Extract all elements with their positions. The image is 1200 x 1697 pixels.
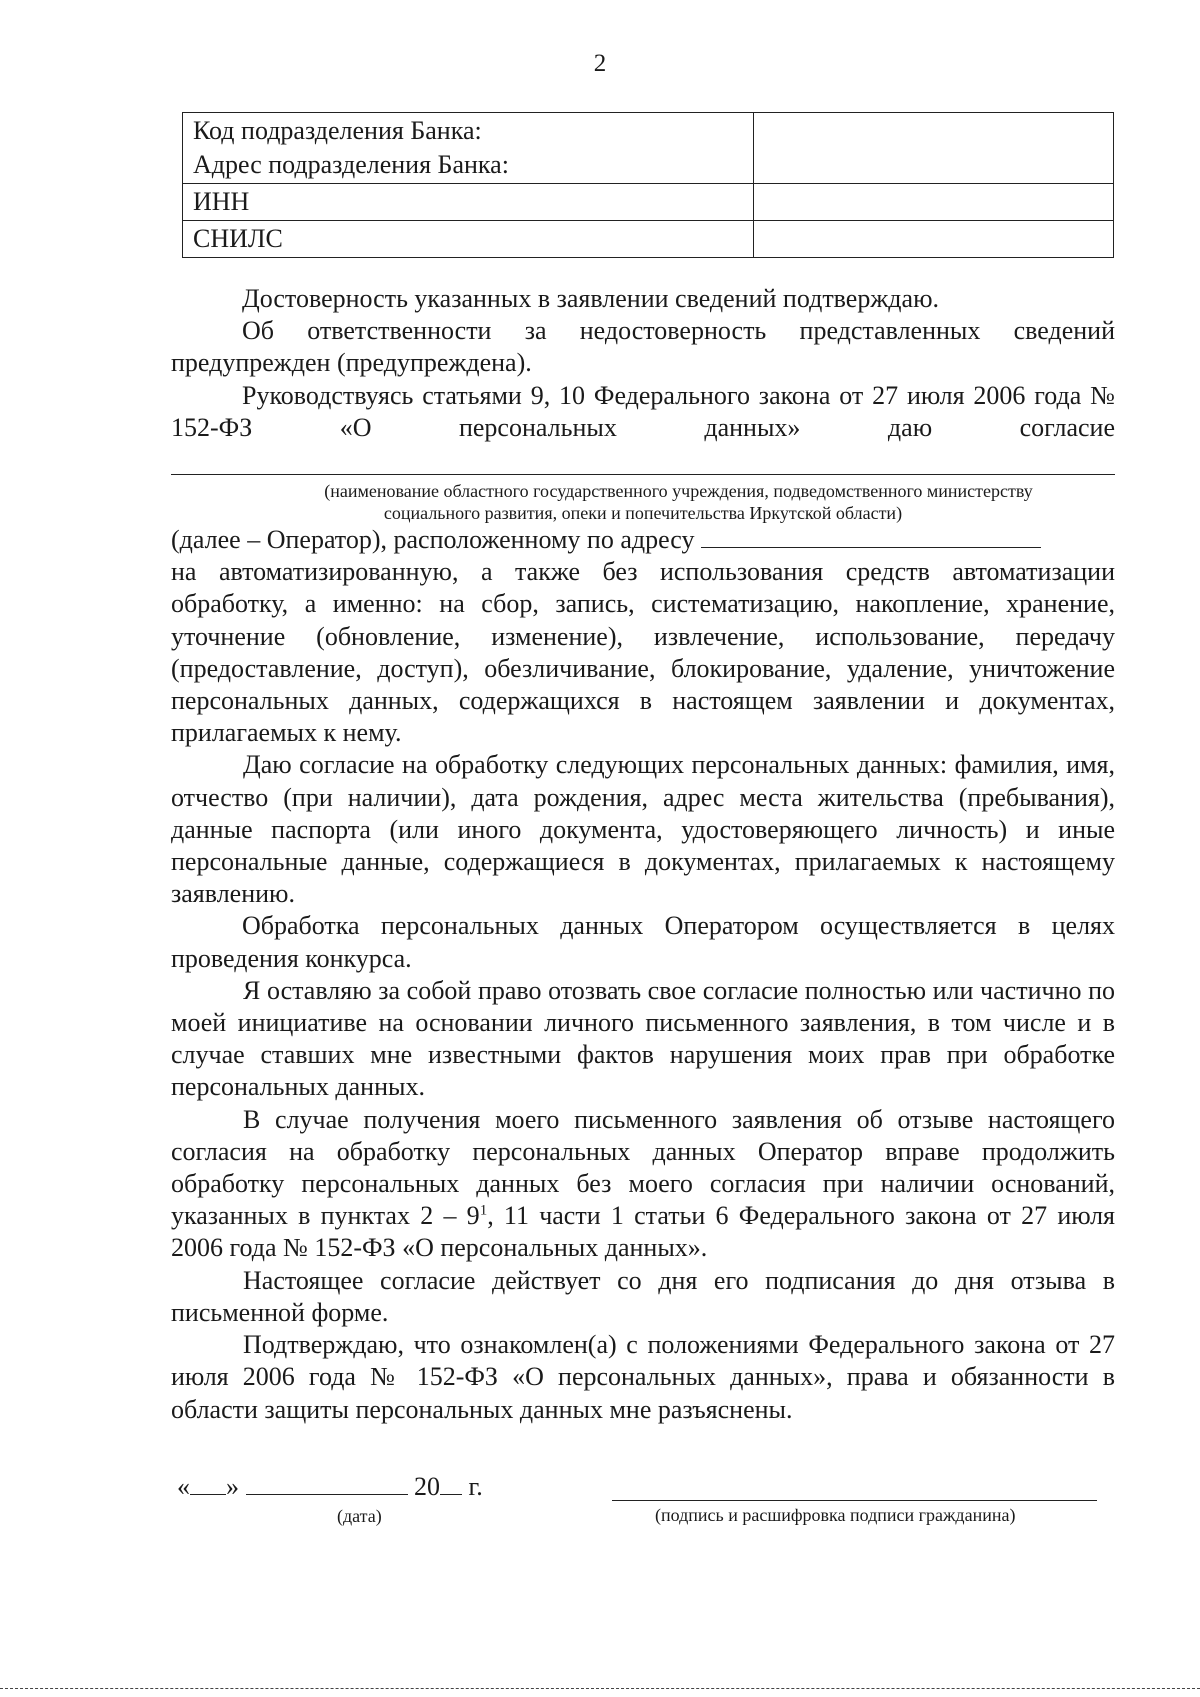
date-open-quote: « bbox=[177, 1472, 190, 1501]
paragraph-responsibility: Об ответственности за недостоверность представленных сведений предупрежден (предупреждена). bbox=[171, 316, 1115, 378]
paragraph-validity: Настоящее согласие действует со дня его подписания до дня отзыва в письменной форме. bbox=[171, 1265, 1115, 1327]
bank-info-table bbox=[182, 112, 1114, 258]
bank-address-label: Адрес подразделения Банка: bbox=[193, 150, 509, 179]
withdraw-text-part-2: , 11 части 1 статьи 6 Федерального закона от 27 июля 2006 года № 152-ФЗ «О персональных данных». bbox=[171, 1201, 1115, 1263]
inn-value-cell[interactable] bbox=[754, 184, 1114, 221]
signature-caption: (подпись и расшифровка подписи гражданина) bbox=[655, 1505, 1016, 1525]
table-row bbox=[183, 113, 1114, 184]
table-row bbox=[183, 221, 1114, 258]
snils-label: СНИЛС bbox=[183, 221, 754, 258]
paragraph-law-reference: Руководствуясь статьями 9, 10 Федерального закона от 27 июля 2006 года № 152-ФЗ «О персональных данных» даю согласие bbox=[171, 380, 1115, 442]
bank-code-label: Код подразделения Банка: bbox=[193, 116, 482, 145]
consent-body bbox=[171, 283, 1115, 1426]
operator-address-text: (далее – Оператор), расположенному по адресу bbox=[171, 525, 695, 555]
signature-row bbox=[177, 1472, 1122, 1532]
inn-label: ИНН bbox=[183, 184, 754, 221]
date-caption: (дата) bbox=[337, 1506, 382, 1526]
withdraw-text-part-1: В случае получения моего письменного заявления об отзыве настоящего согласия на обработку персональных данных Оператор вправе продолжить обработку персональных данных без моего согласия при наличии оснований, указанных в пунктах 2 – 9 bbox=[171, 1104, 1115, 1231]
paragraph-purpose: Обработка персональных данных Оператором осуществляется в целях проведения конкурса. bbox=[171, 911, 1115, 973]
page-bottom-rule bbox=[0, 1688, 1200, 1689]
page-number: 2 bbox=[593, 50, 607, 77]
table-label-cell bbox=[183, 113, 754, 184]
superscript-mark: 1 bbox=[479, 1202, 488, 1219]
paragraph-data-list: Даю согласие на обработку следующих персональных данных: фамилия, имя, отчество (при наличии), дата рождения, адрес места жительства (пребывания), данные паспорта (или иного документа, удостоверяющего личность) и иные персональные данные, содержащиеся в документах, прилагаемых к настоящему заявлению. bbox=[171, 750, 1115, 909]
signature-line[interactable] bbox=[612, 1500, 1097, 1501]
day-blank[interactable] bbox=[190, 1474, 226, 1495]
operator-address-line[interactable] bbox=[701, 527, 1041, 548]
table-row bbox=[183, 184, 1114, 221]
paragraph-confirm: Достоверность указанных в заявлении сведений подтверждаю. bbox=[242, 284, 939, 313]
operator-name-line[interactable] bbox=[171, 444, 1115, 475]
operator-caption: (наименование областного государственного учреждения, подведомственного министерству социального развития, опеки и попечительства Иркутской области) bbox=[324, 481, 1033, 524]
month-blank[interactable] bbox=[246, 1474, 408, 1495]
paragraph-withdraw-consequences bbox=[171, 1104, 1115, 1265]
year-prefix: 20 bbox=[414, 1472, 440, 1501]
snils-value-cell[interactable] bbox=[754, 221, 1114, 258]
year-blank[interactable] bbox=[440, 1474, 462, 1495]
processing-scope-text: на автоматизированную, а также без использования средств автоматизации обработку, а именно: на сбор, запись, систематизацию, накопление, хранение, уточнение (обновление, изменение), извлечение, использование, передачу (предоставление, доступ), обезличивание, блокирование, удаление, уничтожение персональных данных, содержащихся в настоящем заявлении и документах, прилагаемых к нему. bbox=[171, 557, 1115, 748]
paragraph-operator-address bbox=[171, 524, 1115, 749]
paragraph-acknowledgement: Подтверждаю, что ознакомлен(а) с положениями Федерального закона от 27 июля 2006 года № 152-ФЗ «О персональных данных», права и обязанности в области защиты персональных данных мне разъяснены. bbox=[171, 1330, 1115, 1424]
paragraph-withdraw-right: Я оставляю за собой право отозвать свое согласие полностью или частично по моей инициативе на основании личного письменного заявления, в том числе и в случае ставших мне известными фактов нарушения моих прав при обработке персональных данных. bbox=[171, 975, 1115, 1102]
year-suffix: г. bbox=[468, 1472, 483, 1501]
date-close-quote: » bbox=[226, 1472, 239, 1501]
bank-value-cell[interactable] bbox=[754, 113, 1114, 184]
date-field bbox=[177, 1472, 483, 1502]
